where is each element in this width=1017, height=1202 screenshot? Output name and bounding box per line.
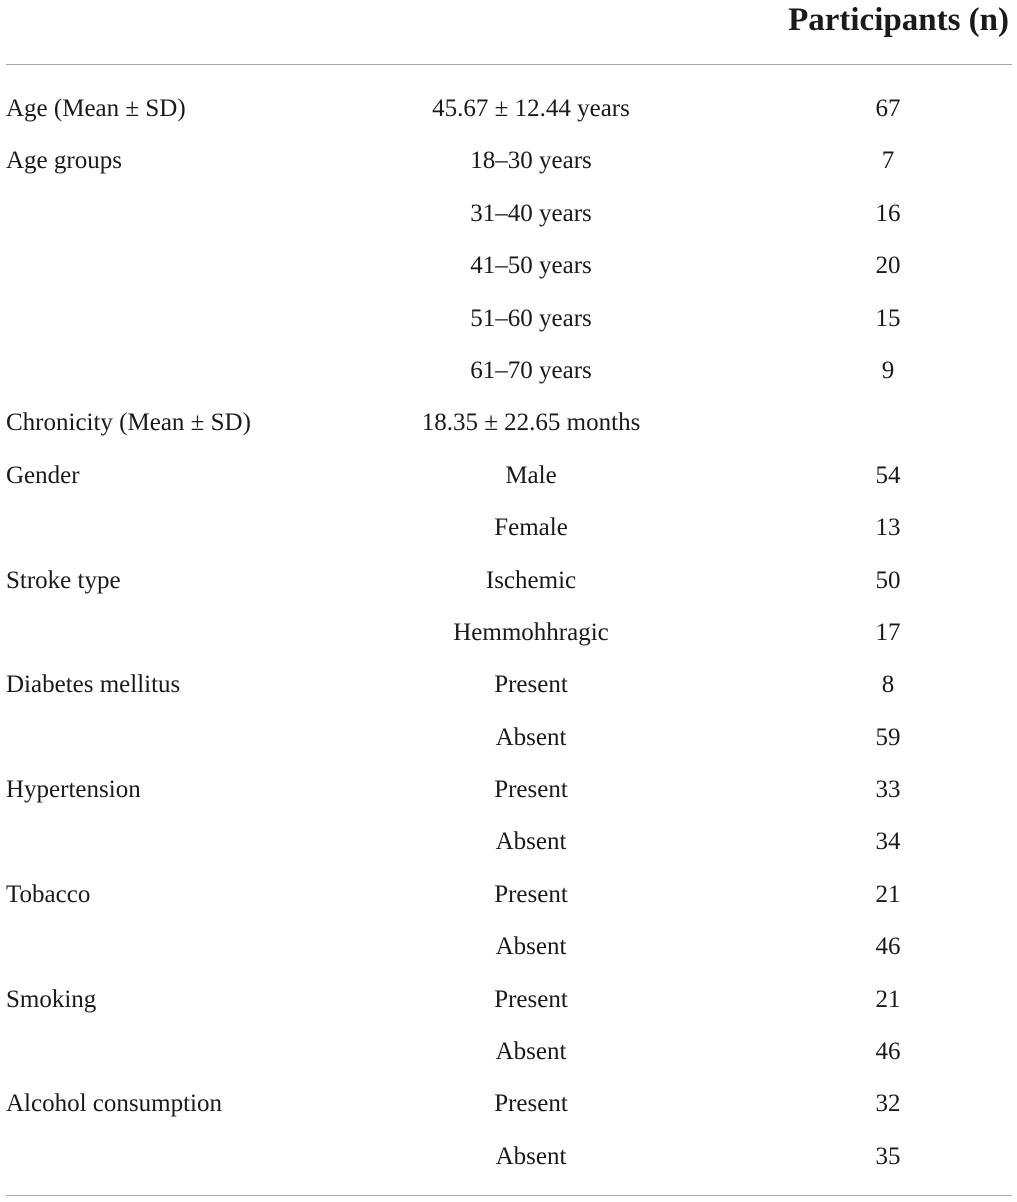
table-row [0, 816, 1017, 868]
category-cell: Absent [495, 828, 567, 856]
count-cell: 33 [875, 776, 901, 804]
variable-cell: Age (Mean ± SD) [6, 95, 186, 122]
category-cell: 51–60 years [470, 304, 592, 332]
category-cell: 61–70 years [470, 356, 592, 384]
variable-cell: Smoking [6, 985, 97, 1013]
table-row [0, 240, 1017, 292]
category-cell: Absent [495, 933, 567, 961]
table-row [0, 764, 1017, 816]
count-cell: 34 [875, 828, 901, 856]
header-divider [6, 64, 1012, 65]
table-bottom-rule [6, 1195, 1012, 1196]
category-cell: 41–50 years [470, 252, 592, 280]
category-cell: Hemmohhragic [453, 618, 609, 646]
variable-cell: Age groups [6, 147, 122, 175]
table-row [0, 293, 1017, 345]
count-cell: 67 [875, 95, 901, 122]
count-cell: 13 [875, 514, 901, 542]
count-cell: 50 [875, 566, 901, 594]
category-cell: Present [494, 880, 568, 908]
count-cell: 16 [875, 199, 901, 227]
count-cell: 7 [881, 147, 895, 175]
table-row [0, 83, 1017, 135]
table-row [0, 659, 1017, 711]
category-cell: 31–40 years [470, 199, 592, 227]
table-row [0, 1131, 1017, 1183]
count-cell: 54 [875, 461, 901, 489]
category-cell: Present [494, 1090, 568, 1118]
variable-cell: Chronicity (Mean ± SD) [6, 409, 251, 437]
category-cell: Absent [495, 1038, 567, 1066]
category-cell: Female [494, 514, 568, 542]
participants-column-header: Participants (n) [788, 2, 1009, 38]
table-row [0, 555, 1017, 607]
category-cell: Present [494, 776, 568, 804]
count-cell: 17 [875, 618, 901, 646]
table-row [0, 869, 1017, 921]
category-cell: Present [494, 985, 568, 1013]
category-cell: Absent [495, 1142, 567, 1170]
table-header [0, 0, 1017, 48]
category-cell: Absent [495, 723, 567, 751]
variable-cell: Hypertension [6, 776, 141, 804]
count-cell: 15 [875, 304, 901, 332]
variable-cell: Alcohol consumption [6, 1090, 222, 1118]
count-cell: 59 [875, 723, 901, 751]
count-cell: 35 [875, 1142, 901, 1170]
table-body [0, 83, 1017, 1183]
table-row [0, 397, 1017, 449]
variable-cell: Gender [6, 461, 80, 489]
count-cell: 8 [881, 671, 895, 699]
count-cell: 20 [875, 252, 901, 280]
variable-cell: Tobacco [6, 880, 91, 908]
table-row [0, 607, 1017, 659]
table-row [0, 502, 1017, 554]
category-cell: Present [494, 671, 568, 699]
count-cell: 9 [881, 356, 895, 384]
count-cell: 21 [875, 880, 901, 908]
count-cell: 21 [875, 985, 901, 1013]
count-cell: 46 [875, 1038, 901, 1066]
table-row [0, 450, 1017, 502]
table-row [0, 188, 1017, 240]
count-cell: 32 [875, 1090, 901, 1118]
table-row [0, 1078, 1017, 1130]
table-row [0, 974, 1017, 1026]
category-cell: Ischemic [485, 566, 577, 594]
category-cell: 18.35 ± 22.65 months [421, 409, 641, 437]
variable-cell: Diabetes mellitus [6, 671, 181, 699]
table-row [0, 921, 1017, 973]
table-row [0, 1026, 1017, 1078]
category-cell: 18–30 years [470, 147, 592, 175]
category-cell: 45.67 ± 12.44 years [432, 95, 630, 122]
category-cell: Male [505, 461, 557, 489]
table-row [0, 135, 1017, 187]
count-cell: 46 [875, 933, 901, 961]
table-row [0, 345, 1017, 397]
variable-cell: Stroke type [6, 566, 121, 594]
table-row [0, 712, 1017, 764]
